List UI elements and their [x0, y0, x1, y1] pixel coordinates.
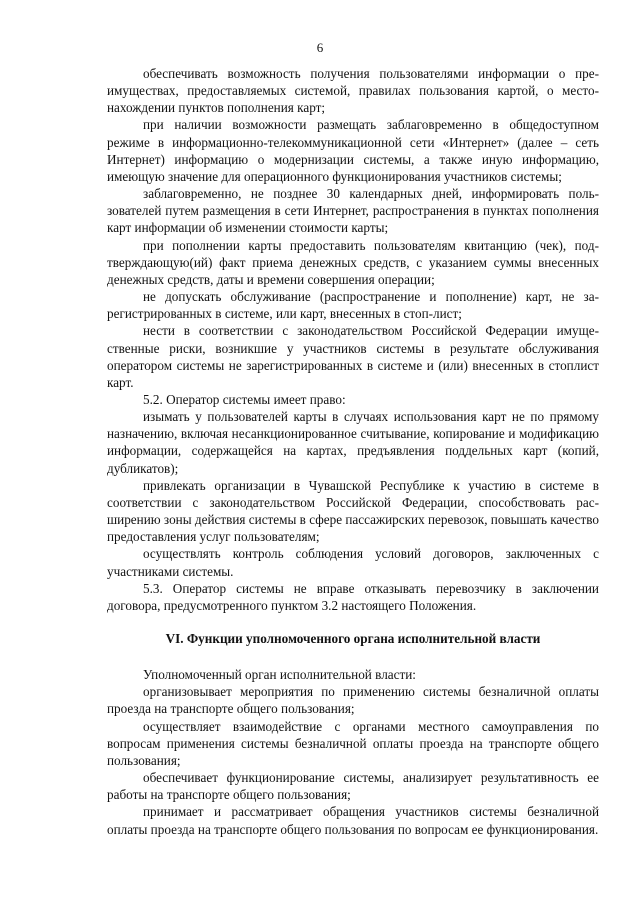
paragraph: осуществляет взаимодействие с органами местного самоуправления по вопросам применения системы безналичной оплаты проезда на транспорте общего пользования;: [107, 718, 599, 768]
spacer: [107, 614, 599, 630]
document-body: [107, 65, 599, 838]
section-heading: VI. Функции уполномоченного органа исполнительной власти: [165, 631, 541, 646]
paragraph: заблаговременно, не позднее 30 календарных дней, информировать пользователей путем размещения в сети Интернет, распространения в пунктах пополнения карт информации об изменении стоимости карты;: [107, 186, 599, 236]
paragraph: 5.3. Оператор системы не вправе отказывать перевозчику в заключении договора, предусмотренного пунктом 3.2 настоящего Положения.: [107, 580, 599, 613]
paragraph: при наличии возможности размещать заблаговременно в общедоступном режиме в информационно-телекоммуникационной сети «Интернет» (далее – сеть Интернет) информацию о модернизации системы, а также иную информацию, имеющую значение для операционного функционирования участников системы;: [107, 117, 599, 184]
paragraph: при пополнении карты предоставить пользователям квитанцию (чек), подтверждающую(ий) факт приема денежных средств, с указанием суммы внесенных денежных средств, даты и времени совершения операции;: [107, 237, 599, 287]
paragraph: осуществлять контроль соблюдения условий договоров, заключенных с участниками системы.: [107, 546, 599, 579]
paragraph: организовывает мероприятия по применению системы безналичной оплаты проезда на транспорте общего пользования;: [107, 684, 599, 717]
paragraph: привлекать организации в Чувашской Республике к участию в системе в соответствии с законодательством Российской Федерации, способствовать расширению зоны действия системы в сфере пассажирских перевозок, повышать качество предоставления услуг пользователям;: [107, 477, 599, 545]
paragraph: Уполномоченный орган исполнительной власти:: [143, 667, 416, 683]
paragraph: обеспечивать возможность получения пользователями информации о преимуществах, предоставляемых системой, правилах пользования картой, о местонахождении пунктов пополнения карт;: [107, 66, 599, 116]
paragraph: нести в соответствии с законодательством Российской Федерации имущественные риски, возникшие у участников системы в результате обслуживания оператором системы не зарегистрированных в системе и (или) внесенных в стоплист карт.: [107, 323, 599, 390]
paragraph: 5.2. Оператор системы имеет право:: [143, 391, 346, 407]
page-number: 6: [316, 40, 324, 55]
paragraph: обеспечивает функционирование системы, анализирует результативность ее работы на транспорте общего пользования;: [107, 770, 599, 803]
paragraph: не допускать обслуживание (распространение и пополнение) карт, не зарегистрированных в системе, или карт, внесенных в стоп-лист;: [107, 289, 599, 322]
paragraph: принимает и рассматривает обращения участников системы безналичной оплаты проезда на транспорте общего пользования по вопросам ее функционирования.: [107, 804, 599, 837]
paragraph: изымать у пользователей карты в случаях использования карт не по прямому назначению, включая несанкционированное считывание, копирование и модификацию информации, содержащейся на картах, предъявления поддельных карт (копий, дубликатов);: [107, 409, 599, 476]
spacer: [107, 647, 599, 666]
